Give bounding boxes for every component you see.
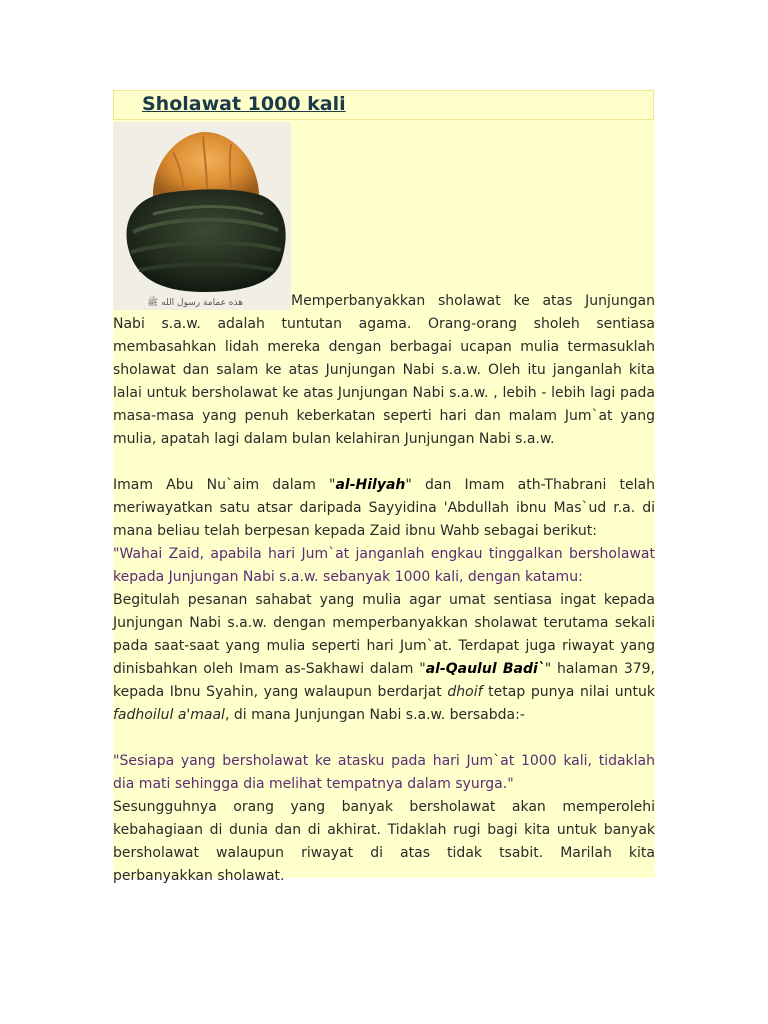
paragraph-hilyah-a: Imam Abu Nu`aim dalam " [113, 477, 336, 493]
paragraph-sakhawi [113, 589, 655, 727]
paragraph-sakhawi-e: tetap punya nilai untuk [482, 684, 655, 700]
paragraph-conclusion: Sesungguhnya orang yang banyak bersholawat akan memperolehi kebahagiaan di dunia dan di akhirat. Tidaklah rugi bagi kita untuk banyak bersholawat walaupun riwayat di atas tidak tsabit. Marilah kita perbanyakkan sholawat. [113, 799, 655, 884]
page-title: Sholawat 1000 kali [142, 93, 346, 115]
image-caption: هذه عمامة رسول الله ﷺ [147, 298, 243, 308]
quote-zaid: "Wahai Zaid, apabila hari Jum`at janganlah engkau tinggalkan bersholawat kepada Junjungan Nabi s.a.w. sebanyak 1000 kali, dengan katamu: [113, 546, 655, 585]
book-title-hilyah: al-Hilyah [335, 477, 406, 493]
paragraph-sakhawi-a: Begitulah pesanan sahabat yang mulia agar umat sentiasa ingat kepada Junjungan Nabi s.a.w. dengan memperbanyakkan sholawat terutama sekali pada saat-saat yang mulia seperti hari Jum`at. Terdapat juga riwayat yang dinisbahkan oleh Imam as-Sakhawi dalam " [113, 592, 655, 677]
paragraph-hilyah-c: " dan Imam ath-Thabrani telah meriwayatkan satu atsar daripada Sayyidina 'Abdullah ibnu Mas`ud r.a. di mana beliau telah berpesan kepada Zaid ibnu Wahb sebagai berikut: [113, 477, 655, 539]
turban-illustration [113, 122, 291, 310]
term-fadhoilul: fadhoilul a'maal [113, 707, 225, 723]
paragraph-sakhawi-g: , di mana Junjungan Nabi s.a.w. bersabda:- [224, 707, 525, 723]
paragraph-sakhawi-c: " halaman 379, kepada Ibnu Syahin, yang walaupun berdarjat [113, 661, 655, 700]
turban-image [113, 122, 291, 310]
book-title-qaulul-badi: al-Qaulul Badi` [425, 661, 545, 677]
article-body [113, 120, 655, 884]
term-dhoif: dhoif [447, 684, 483, 700]
paragraph-hilyah [113, 474, 655, 543]
article-text [113, 290, 655, 888]
title-box [113, 90, 654, 120]
quote-hadith: "Sesiapa yang bersholawat ke atasku pada hari Jum`at 1000 kali, tidaklah dia mati sehingga dia melihat tempatnya dalam syurga." [113, 753, 655, 792]
paragraph-intro: Memperbanyakkan sholawat ke atas Junjungan Nabi s.a.w. adalah tuntutan agama. Orang-orang sholeh sentiasa membasahkan lidah mereka dengan berbagai ucapan mulia termasuklah sholawat dan salam ke atas Junjungan Nabi s.a.w. Oleh itu janganlah kita lalai untuk bersholawat ke atas Junjungan Nabi s.a.w. , lebih - lebih lagi pada masa-masa yang penuh keberkatan seperti hari dan malam Jum`at yang mulia, apatah lagi dalam bulan kelahiran Junjungan Nabi s.a.w. [113, 293, 655, 447]
